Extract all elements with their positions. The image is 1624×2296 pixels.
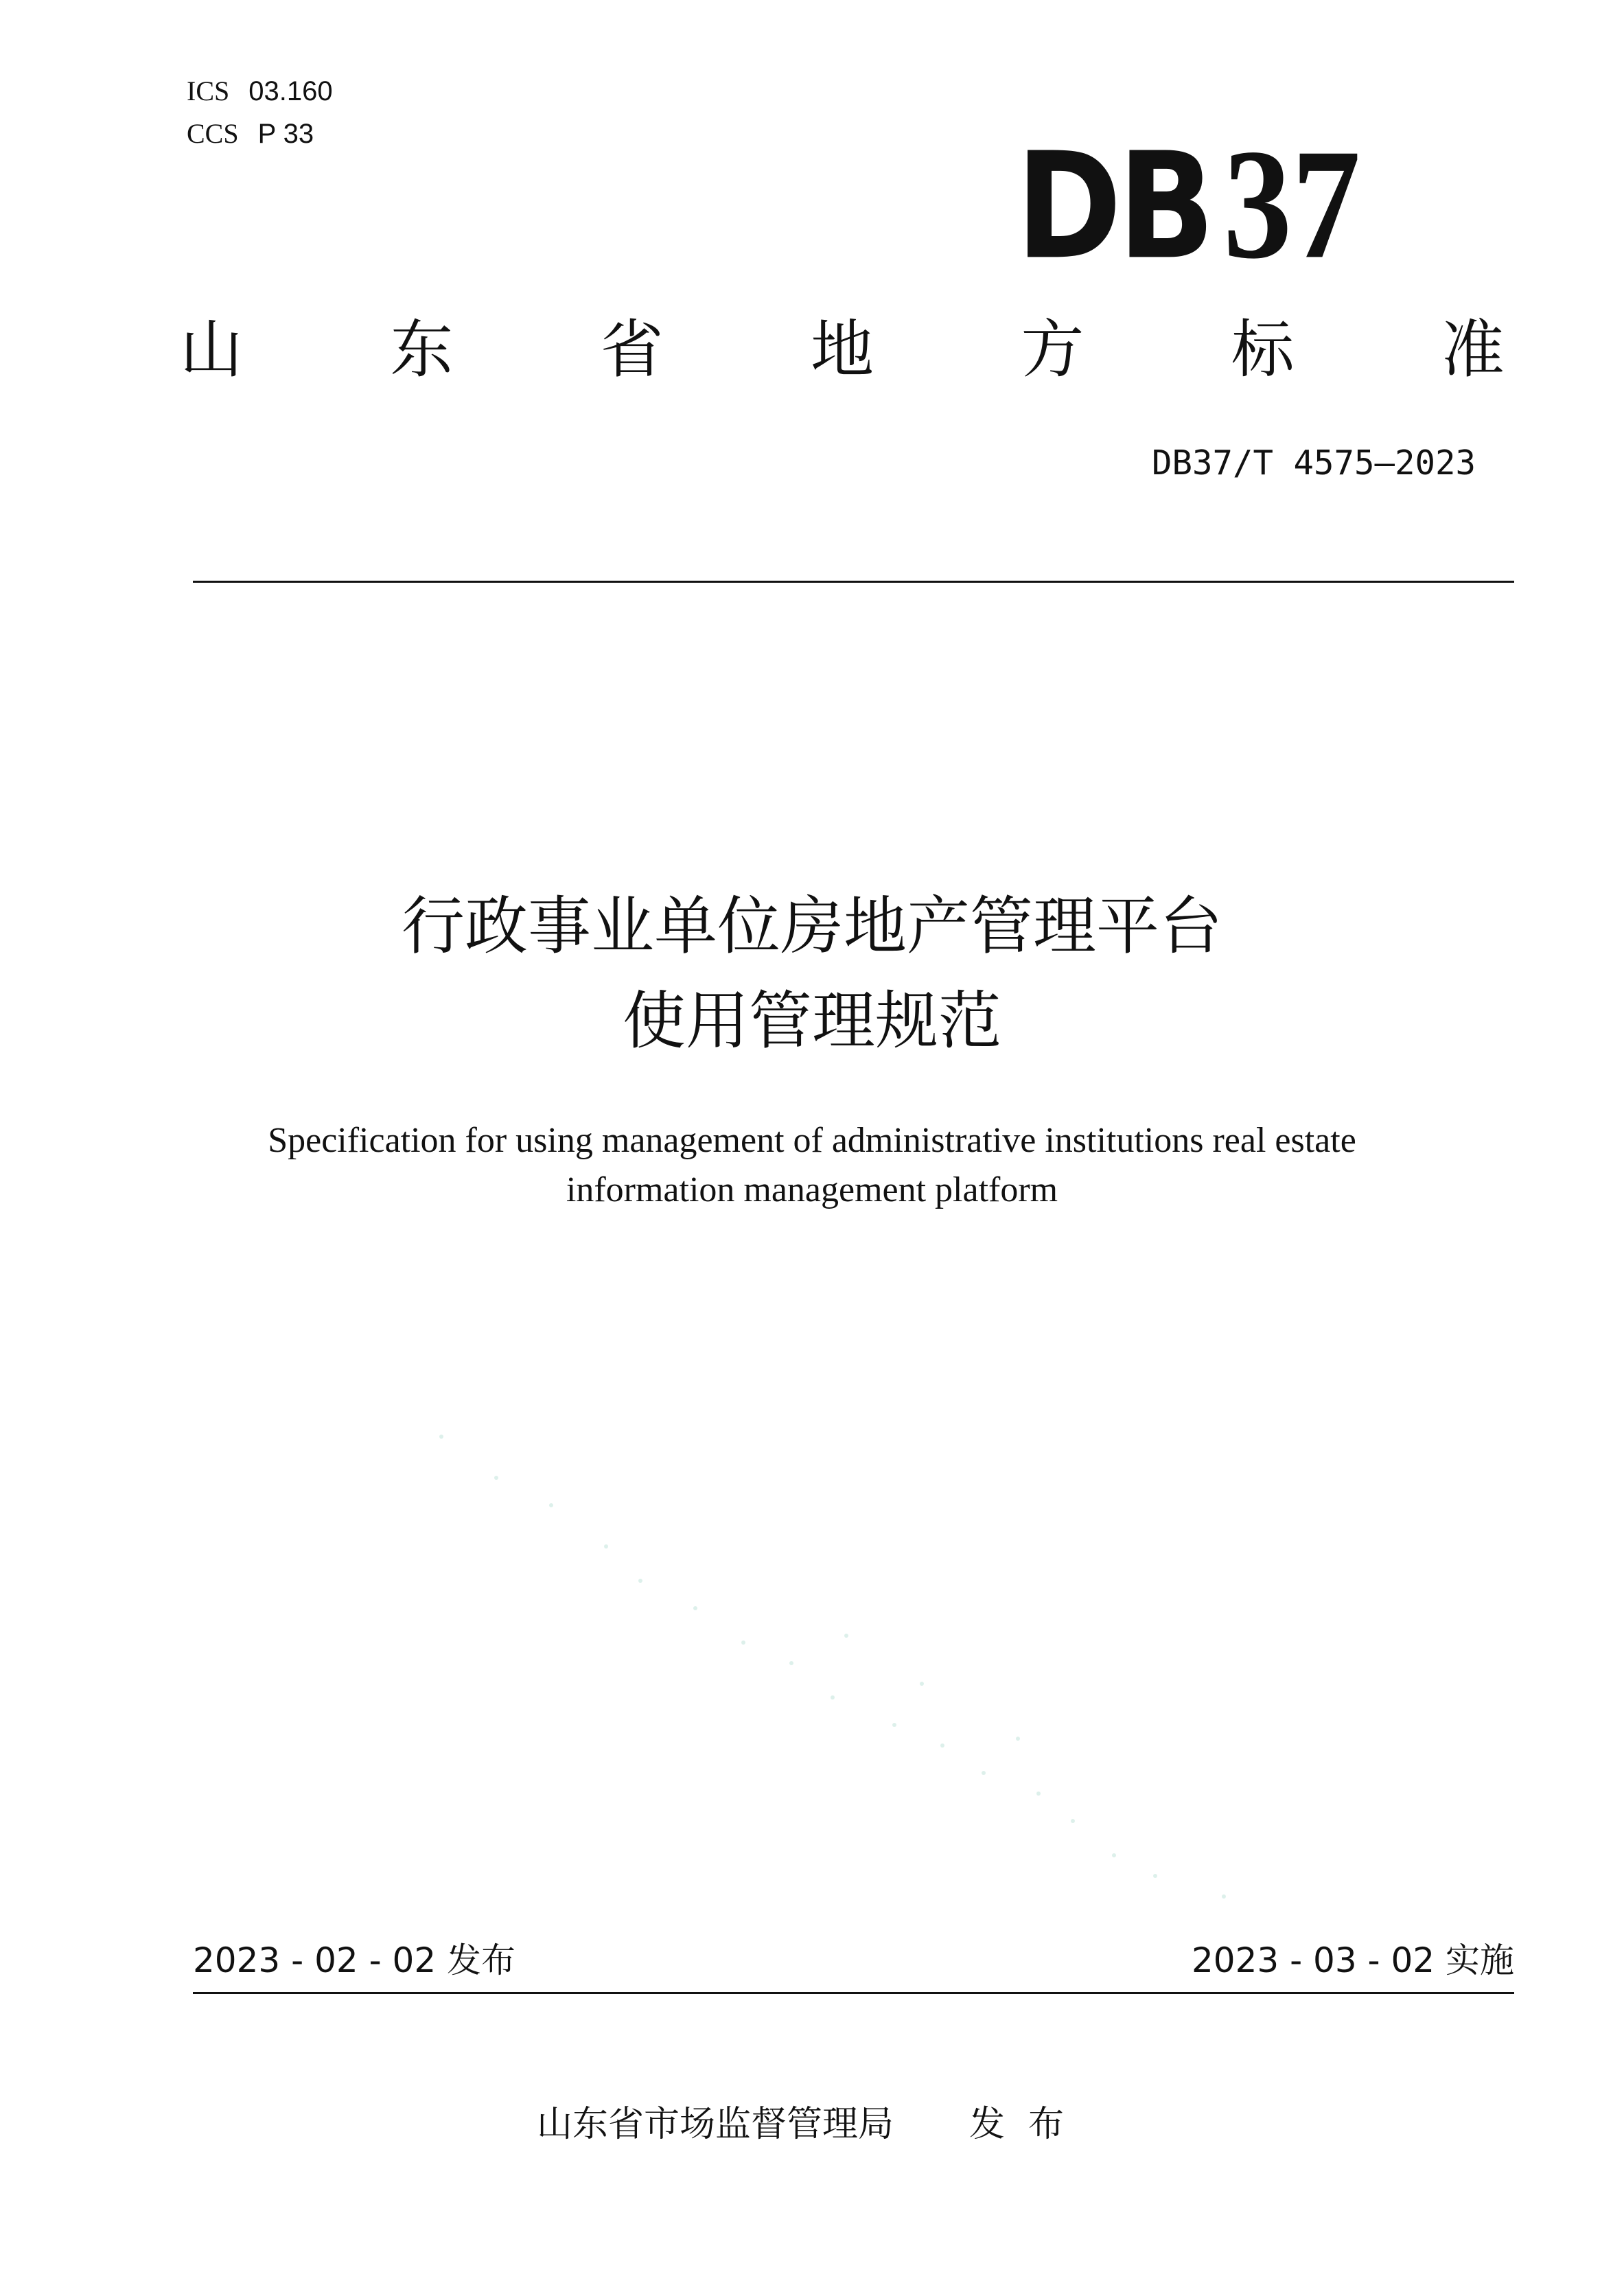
heading-char: 地 [810, 313, 874, 386]
heading-char: 东 [390, 313, 454, 386]
speckle-dot [1016, 1737, 1020, 1741]
heading-char: 省 [600, 313, 664, 386]
ics-value: 03.160 [248, 76, 333, 106]
english-title-line-2: information management platform [566, 1170, 1058, 1209]
heading-char: 方 [1021, 313, 1084, 386]
publish-date: 2023 - 02 - 02 发布 [193, 1940, 516, 1980]
issuing-authority [0, 2097, 1624, 2152]
speckle-dot [940, 1743, 944, 1748]
speckle-dot [789, 1661, 793, 1665]
standard-number: DB37/T 4575—2023 [1151, 443, 1476, 483]
speckle-dot [494, 1476, 498, 1480]
speckle-dot [1112, 1853, 1116, 1857]
speckle-dot [1153, 1874, 1157, 1878]
db37-logo [1016, 117, 1361, 292]
logo-number: 37 [1223, 117, 1361, 292]
logo-letters: DB [1016, 120, 1211, 292]
speckle-dot [549, 1503, 553, 1507]
provincial-standard-heading [180, 309, 1505, 391]
speckle-dot [982, 1771, 986, 1775]
speckle-dot [892, 1723, 896, 1727]
heading-char: 准 [1441, 313, 1505, 386]
ccs-label: CCS [187, 118, 239, 149]
ccs-value: P 33 [257, 119, 314, 149]
ics-code [187, 74, 333, 108]
heading-char: 标 [1231, 313, 1295, 386]
speckle-dot [604, 1544, 608, 1549]
chinese-title-line-1: 行政事业单位房地产管理平台 [401, 890, 1222, 963]
speckle-dot [1071, 1819, 1075, 1823]
speckle-dot [1222, 1894, 1226, 1899]
top-divider [193, 581, 1514, 583]
bottom-divider [193, 1992, 1514, 1994]
english-title-line-1: Specification for using management of administrative institutions real estate [268, 1121, 1356, 1160]
speckle-dot [638, 1579, 642, 1583]
chinese-title-line-2: 使用管理规范 [622, 984, 1001, 1058]
issue-action: 发布 [969, 2104, 1088, 2145]
implementation-date: 2023 - 03 - 02 实施 [1191, 1940, 1514, 1980]
speckle-dot [741, 1640, 745, 1645]
speckle-dot [920, 1682, 924, 1686]
speckle-dot [831, 1695, 835, 1700]
ics-label: ICS [187, 76, 230, 106]
issuer-name: 山东省市场监督管理局 [536, 2104, 894, 2145]
speckle-dot [844, 1634, 848, 1638]
speckle-dot [439, 1435, 443, 1439]
heading-char: 山 [180, 313, 244, 386]
ccs-code [187, 117, 314, 151]
speckle-dot [1036, 1791, 1041, 1796]
speckle-dot [693, 1606, 697, 1610]
